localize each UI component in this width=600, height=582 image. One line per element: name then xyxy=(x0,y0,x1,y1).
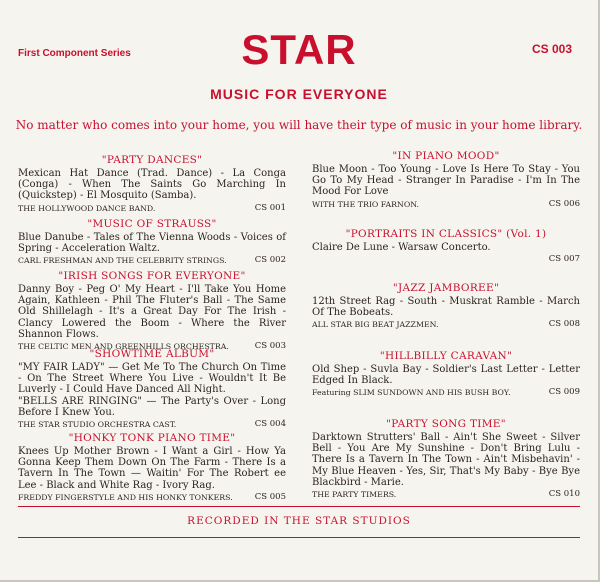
artist-name: CARL FRESHMAN AND THE CELEBRITY STRINGS. xyxy=(18,256,227,266)
album-entry-jazz-jamboree xyxy=(312,282,580,330)
artist-line xyxy=(312,387,580,398)
artist-line xyxy=(18,255,286,266)
artist-name: THE STAR STUDIO ORCHESTRA CAST. xyxy=(18,420,177,430)
artist-line xyxy=(18,203,286,214)
artist-line xyxy=(312,489,580,500)
album-catalog: CS 007 xyxy=(548,254,580,265)
catalog-number: CS 003 xyxy=(531,42,572,56)
album-catalog: CS 010 xyxy=(548,489,580,500)
album-catalog: CS 004 xyxy=(254,419,286,430)
footer-rule-bottom xyxy=(18,537,580,538)
album-title: "PORTRAITS IN CLASSICS" (Vol. 1) xyxy=(345,228,547,240)
album-title: "PARTY SONG TIME" xyxy=(386,418,506,430)
album-title: "HONKY TONK PIANO TIME" xyxy=(68,432,236,444)
album-title: "IN PIANO MOOD" xyxy=(392,150,500,162)
artist-name: THE CELTIC MEN AND GREENHILLS ORCHESTRA. xyxy=(18,342,229,352)
album-title: "HILLBILLY CARAVAN" xyxy=(379,350,513,362)
track-list: "MY FAIR LADY" — Get Me To The Church On Time - On The Street Where You Live - Wouldn't It Be Luverly - I Could Have Danced All Night. xyxy=(18,362,286,396)
track-list: Danny Boy - Peg O' My Heart - I'll Take You Home Again, Kathleen - Phil The Fluter's Ball - The Same Old Shillelagh - It's a Great Day For The Irish - Clancy Lowered the Boom - Where the River Shannon Flows. xyxy=(18,284,286,340)
album-title: "MUSIC OF STRAUSS" xyxy=(87,218,217,230)
brand-title: STAR xyxy=(241,26,357,73)
album-catalog: CS 003 xyxy=(254,341,286,352)
album-entry-hillbilly-caravan xyxy=(312,350,580,398)
footer-text: RECORDED IN THE STAR STUDIOS xyxy=(187,515,411,527)
track-list-2: "BELLS ARE RINGING" — The Party's Over - Long Before I Knew You. xyxy=(18,395,286,418)
artist-name: WITH THE TRIO FARNON. xyxy=(312,199,420,209)
album-title: "PARTY DANCES" xyxy=(101,154,203,166)
artist-name: ALL STAR BIG BEAT JAZZMEN. xyxy=(312,320,439,330)
album-title: "SHOWTIME ALBUM" xyxy=(89,348,215,360)
track-list: Darktown Strutters' Ball - Ain't She Sweet - Silver Bell - You Are My Sunshine - Don't Bring Lulu - There Is a Tavern In The Town - Ain't Misbehavin' - My Blue Heaven - Yes, Sir, That's My Baby - Bye Bye Blackbird - Marie. xyxy=(312,432,580,488)
track-list: Blue Moon - Too Young - Love Is Here To Stay - You Go To My Head - Stranger In Paradise - I'm In The Mood For Love xyxy=(312,164,580,198)
album-catalog: CS 001 xyxy=(254,202,286,213)
track-list: 12th Street Rag - South - Muskrat Ramble - March Of The Bobeats. xyxy=(312,296,580,319)
series-label: First Component Series xyxy=(18,48,131,59)
track-list: Old Shep - Suvla Bay - Soldier's Last Letter - Letter Edged In Black. xyxy=(312,364,580,387)
track-list: Mexican Hat Dance (Trad. Dance) - La Conga (Conga) - When The Saints Go Marching In (Quickstep) - El Mosquito (Samba). xyxy=(18,168,286,202)
tagline: MUSIC FOR EVERYONE xyxy=(210,86,388,102)
intro-text: No matter who comes into your home, you will have their type of music in your home library. xyxy=(15,118,583,132)
album-entry-irish-songs xyxy=(18,270,286,352)
album-entry-party-dances xyxy=(18,154,286,214)
album-entry-showtime-album xyxy=(18,348,286,430)
artist-name: Featuring SLIM SUNDOWN AND HIS BUSH BOY. xyxy=(312,388,511,398)
artist-line xyxy=(312,319,580,330)
album-catalog: CS 002 xyxy=(254,255,286,266)
album-title: "IRISH SONGS FOR EVERYONE" xyxy=(58,270,246,282)
album-catalog: CS 009 xyxy=(548,387,580,398)
artist-line xyxy=(18,419,286,430)
track-list: Blue Danube - Tales of The Vienna Woods - Voices of Spring - Acceleration Waltz. xyxy=(18,232,286,255)
album-entry-portraits-in-classics xyxy=(312,228,580,265)
album-catalog: CS 005 xyxy=(254,491,286,502)
footer-rule-top xyxy=(18,506,580,507)
album-catalog: CS 006 xyxy=(548,198,580,209)
album-title: "JAZZ JAMBOREE" xyxy=(392,282,500,294)
album-entry-music-of-strauss xyxy=(18,218,286,266)
artist-name: THE PARTY TIMERS. xyxy=(312,490,397,500)
artist-line xyxy=(18,492,286,503)
artist-name: THE HOLLYWOOD DANCE BAND. xyxy=(18,203,156,213)
track-list: Knees Up Mother Brown - I Want a Girl - How Ya Gonna Keep Them Down On The Farm - There Is a Tavern In The Town — Waitin' For The Robert ee Lee - Black and White Rag - Ivory Rag. xyxy=(18,446,286,491)
artist-name: FREDDY FINGERSTYLE AND HIS HONKY TONKERS. xyxy=(18,492,233,502)
album-entry-honky-tonk xyxy=(18,432,286,503)
album-catalog: CS 008 xyxy=(548,319,580,330)
artist-line xyxy=(312,254,580,265)
track-list: Claire De Lune - Warsaw Concerto. xyxy=(312,242,491,253)
album-entry-in-piano-mood xyxy=(312,150,580,210)
album-entry-party-song-time xyxy=(312,418,580,500)
artist-line xyxy=(312,199,580,210)
